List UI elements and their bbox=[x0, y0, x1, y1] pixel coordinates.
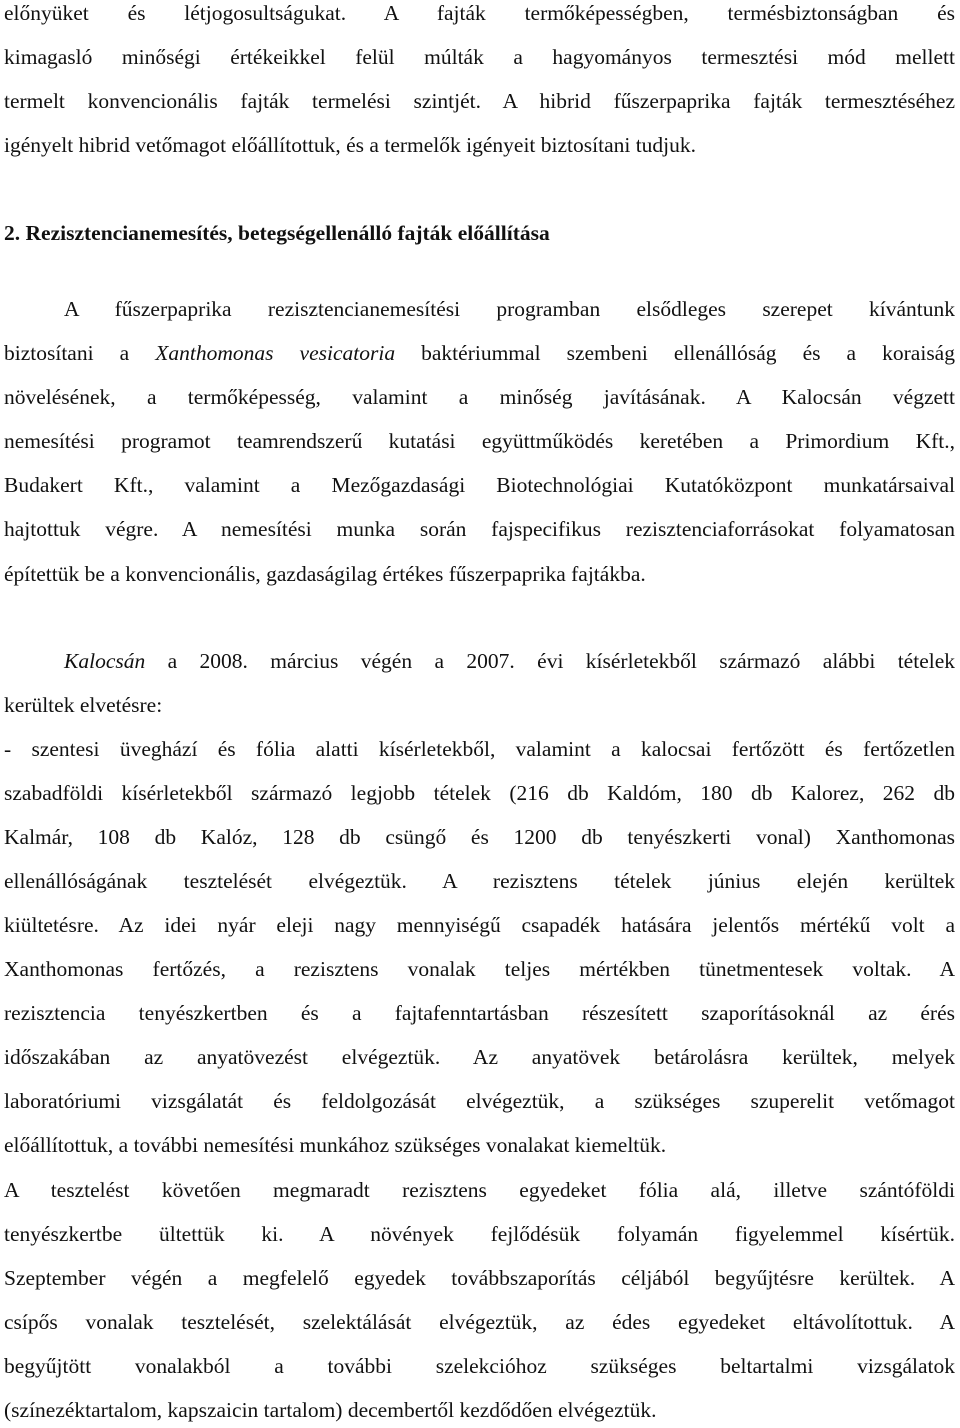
text-run: a 2008. március végén a 2007. évi kísérletekből származó alábbi tételek bbox=[145, 649, 955, 673]
paragraph-line: időszakában az anyatövezést elvégeztük. Az anyatövek betárolásra kerültek, melyek bbox=[4, 1045, 955, 1069]
paragraph-line: Kalmár, 108 db Kalóz, 128 db csüngő és 1200 db tenyészkerti vonal) Xanthomonas bbox=[4, 825, 955, 849]
paragraph-line: Szeptember végén a megfelelő egyedek továbbszaporítás céljából begyűjtésre kerültek. A bbox=[4, 1266, 955, 1290]
paragraph-line: tenyészkertbe ültettük ki. A növények fejlődésük folyamán figyelemmel kísértük. bbox=[4, 1222, 955, 1246]
text-run: biztosítani a bbox=[4, 341, 156, 365]
paragraph-line: szabadföldi kísérletekből származó legjobb tételek (216 db Kaldóm, 180 db Kalorez, 262 db bbox=[4, 781, 955, 805]
paragraph-line: növelésének, a termőképesség, valamint a minőség javításának. A Kalocsán végzett bbox=[4, 385, 955, 409]
paragraph-line: A tesztelést követően megmaradt rezisztens egyedeket fólia alá, illetve szántóföldi bbox=[4, 1178, 955, 1202]
text-run: baktériummal szembeni ellenállóság és a koraiság bbox=[395, 341, 955, 365]
paragraph-line: rezisztencia tenyészkertben és a fajtafenntartásban részesített szaporításoknál az érés bbox=[4, 1001, 955, 1025]
species-name: Xanthomonas vesicatoria bbox=[155, 341, 396, 365]
paragraph-line: előnyüket és létjogosultságukat. A fajták termőképességben, termésbiztonságban és bbox=[4, 1, 955, 25]
paragraph-line bbox=[4, 340, 955, 366]
paragraph-line: begyűjtött vonalakból a további szelekcióhoz szükséges beltartalmi vizsgálatok bbox=[4, 1354, 955, 1378]
paragraph-line: kimagasló minőségi értékeikkel felül múlták a hagyományos termesztési mód mellett bbox=[4, 45, 955, 69]
place-name: Kalocsán bbox=[64, 649, 146, 673]
paragraph-line: Budakert Kft., valamint a Mezőgazdasági Biotechnológiai Kutatóközpont munkatársaival bbox=[4, 473, 955, 497]
paragraph-line: csípős vonalak tesztelését, szelektálását elvégeztük, az édes egyedeket eltávolítottuk. A bbox=[4, 1310, 955, 1334]
paragraph-line: hajtottuk végre. A nemesítési munka során fajspecifikus rezisztenciaforrásokat folyamatosan bbox=[4, 517, 955, 541]
paragraph-line: igényelt hibrid vetőmagot előállítottuk, és a termelők igényeit biztosítani tudjuk. bbox=[4, 133, 697, 157]
paragraph-line: előállítottuk, a további nemesítési munkához szükséges vonalakat kiemeltük. bbox=[4, 1133, 667, 1157]
paragraph-line: termelt konvencionális fajták termelési szintjét. A hibrid fűszerpaprika fajták termesztéséhez bbox=[4, 89, 955, 113]
paragraph-line: nemesítési programot teamrendszerű kutatási együttműködés keretében a Primordium Kft., bbox=[4, 429, 955, 453]
paragraph-line: (színezéktartalom, kapszaicin tartalom) decembertől kezdődően elvégeztük. bbox=[4, 1398, 657, 1422]
paragraph-line: Xanthomonas fertőzés, a rezisztens vonalak teljes mértékben tünetmentesek voltak. A bbox=[4, 957, 955, 981]
section-heading: 2. Rezisztencianemesítés, betegségellenálló fajták előállítása bbox=[4, 221, 550, 245]
paragraph-line: kiültetésre. Az idei nyár eleji nagy mennyiségű csapadék hatására jelentős mértékű volt a bbox=[4, 913, 955, 937]
paragraph-line: - szentesi üveghází és fólia alatti kísérletekből, valamint a kalocsai fertőzött és fertőzetlen bbox=[4, 737, 955, 761]
paragraph-line bbox=[64, 648, 955, 674]
paragraph-line: A fűszerpaprika rezisztencianemesítési programban elsődleges szerepet kívántunk bbox=[64, 297, 955, 321]
paragraph-line: laboratóriumi vizsgálatát és feldolgozását elvégeztük, a szükséges szuperelit vetőmagot bbox=[4, 1089, 955, 1113]
paragraph-line: ellenállóságának tesztelését elvégeztük. A rezisztens tételek június elején kerültek bbox=[4, 869, 955, 893]
paragraph-line: kerültek elvetésre: bbox=[4, 693, 163, 717]
paragraph-line: építettük be a konvencionális, gazdaságilag értékes fűszerpaprika fajtákba. bbox=[4, 562, 646, 586]
